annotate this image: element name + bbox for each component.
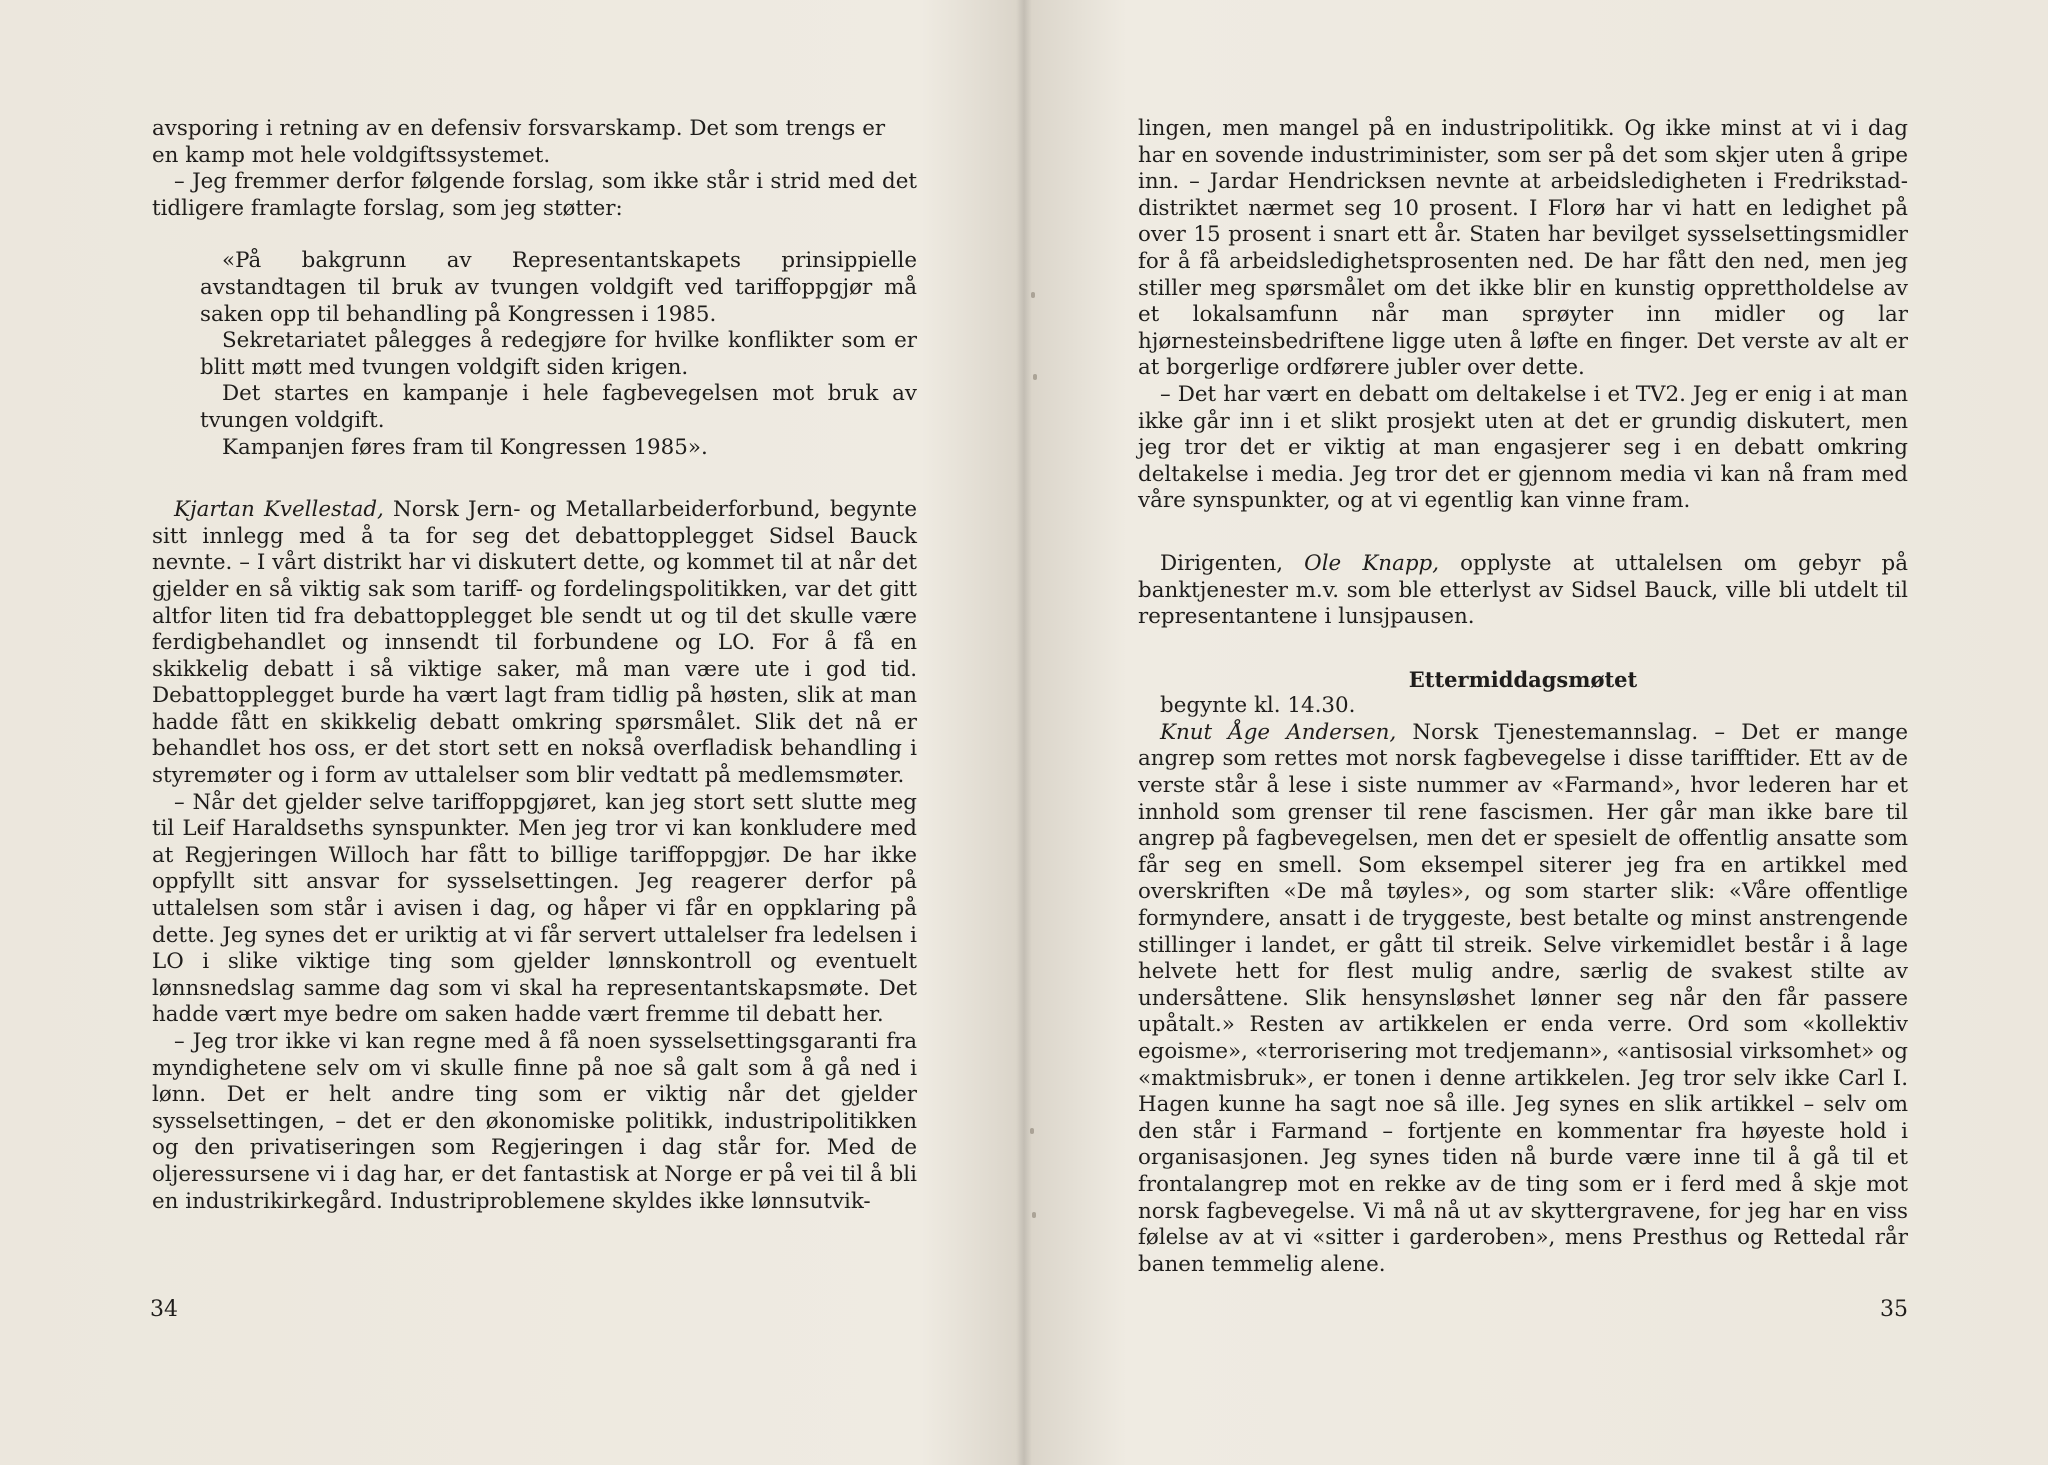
left-paragraph-garanti: – Jeg tror ikke vi kan regne med å få noen sysselsettingsgaranti fra myndighetene selv om vi skulle finne på noe så galt som å gå ned i lønn. Det er helt andre ting som er viktig når det gjelder sysselsettingen, – det er den økonomiske politikk, industripolitikken og den privatiseringen som Regjeringen i dag står for. Med de oljeressursene vi i dag har, er det fantastisk at Norge er på vei til å bli en industrikirkegård. Industriproblemene skyldes ikke lønnsutvik- (152, 1029, 917, 1214)
left-intro-line-2: en kamp mot hele voldgiftssystemet. (152, 142, 551, 168)
left-intro-line-1: avsporing i retning av en defensiv forsvarskamp. Det som trengs er (152, 116, 886, 141)
dirigent-paragraph (1138, 551, 1908, 631)
quote-paragraph-4: Kampanjen føres fram til Kongressen 1985». (222, 434, 708, 460)
paper-speck (1031, 292, 1035, 298)
book-gutter (1016, 0, 1032, 1465)
quote-paragraph-1: «På bakgrunn av Representantskapets prinsippielle avstandtagen til bruk av tvungen voldgift ved tariffoppgjør må saken opp til behandling på Kongressen i 1985. (200, 248, 917, 327)
right-speaker-paragraph (1138, 720, 1908, 1278)
left-paragraph-tariff: – Når det gjelder selve tariffoppgjøret, kan jeg stort sett slutte meg til Leif Haraldseths synspunkter. Men jeg tror vi kan konkludere med at Regjeringen Willoch har fått to billige tariffoppgjør. De har ikke oppfyllt sitt ansvar for sysselsettingen. Jeg reagerer derfor på uttalelsen som står i avisen i dag, og håper vi får en oppklaring på dette. Jeg synes det er uriktig at vi får servert uttalelser fra ledelsen i LO i slike viktige ting som gjelder lønnskontroll og eventuelt lønnsnedslag samme dag som vi skal ha representantskapsmøte. Det hadde vært mye bedre om saken hadde vært fremme til debatt her. (152, 789, 917, 1028)
dirigent-text: opplyste at uttalelsen om gebyr på banktjenester m.v. som ble etterlyst av Sidsel Bauck, ville bli utdelt til representantene i lunsjpausen. (1138, 550, 1908, 630)
quote-paragraph-3: Det startes en kampanje i hele fagbevegelsen mot bruk av tvungen voldgift. (200, 381, 917, 433)
right-paragraph-cont: lingen, men mangel på en industripolitikk. Og ikke minst at vi i dag har en sovende industriminister, som ser på det som skjer uten å gripe inn. – Jardar Hendricksen nevnte at arbeidsledigheten i Fredrikstad-distriktet nærmet seg 10 prosent. I Florø har vi hatt en ledighet på over 15 prosent i snart ett år. Staten har bevilget sysselsettingsmidler for å få arbeidsledighetsprosenten ned. De har fått den ned, men jeg stiller meg spørsmålet om det ikke blir en kunstig opprettholdelse av et lokalsamfunn når man sprøyter inn midler og lar hjørnesteinsbedriftene ligge uten å løfte en finger. Det verste av alt er at borgerlige ordførere jubler over dette. (1138, 116, 1908, 381)
speaker-text: Norsk Jern- og Metallarbeiderforbund, begynte sitt innlegg med å ta for seg det debattopplegget Sidsel Bauck nevnte. – I vårt distrikt har vi diskutert dette, og kommet til at når det gjelder en så viktig sak som tariff- og fordelingspolitikken, var det gitt altfor liten tid fra debattopplegget ble sendt ut og til det skulle være ferdigbehandlet og innsendt til forbundene og LO. For å få en skikkelig debatt i så viktige saker, må man være ute i god tid. Debattopplegget burde ha vært lagt fram tidlig på høsten, slik at man hadde fått en skikkelig debatt omkring spørsmålet. Slik det nå er behandlet hos oss, er det stort sett en nokså overfladisk behandling i styremøter og i form av uttalelser som blir vedtatt på medlemsmøter. (152, 497, 917, 789)
speaker-text: Norsk Tjenestemannslag. – Det er mange angrep som rettes mot norsk fagbevegelse i disse tarifftider. Ett av de verste står å lese i siste nummer av «Farmand», hvor lederen har et innhold som grenser til rene fascismen. Her går man ikke bare til angrep på fagbevegelsen, men det er spesielt de offentlig ansatte som får seg en smell. Som eksempel siterer jeg fra en artikkel med overskriften «De må tøyles», og som starter slik: «Våre offentlige formyndere, ansatt i de tryggeste, best betalte og minst anstrengende stillinger i landet, er gått til streik. Selve virkemidlet består i å lage helvete hett for flest mulig andre, særlig de svakest stilte av undersåttene. Slik hensynsløshet lønner seg når den får passere upåtalt.» Resten av artikkelen er enda verre. Ord som «kollektiv egoisme», «terrorisering mot tredjemann», «antisosial virksomhet» og «maktmisbruk», er tonen i denne artikkelen. Jeg tror selv ikke Carl I. Hagen kunne ha sagt noe så ille. Jeg synes en slik artikkel – selv om den står i Farmand – fortjente en kommentar fra høyeste hold i organisasjonen. Jeg synes tiden nå burde være inne til å gå til et frontalangrep mot en rekke av de ting som er i ferd med å skje mot norsk fagbevegelse. Vi må nå ut av skyttergravene, for jeg har en viss følelse av at vi «sitter i garderoben», mens Presthus og Rettedal rår banen temmelig alene. (1138, 719, 1908, 1277)
section-heading: Ettermiddagsmøtet (1408, 666, 1638, 692)
right-page (1138, 116, 1908, 1278)
dirigent-prefix: Dirigenten, (1160, 550, 1305, 576)
speaker-name: Knut Åge Andersen, (1160, 719, 1397, 745)
spacer (152, 461, 917, 497)
left-speaker-paragraph (152, 497, 917, 790)
page-number-left: 34 (150, 1297, 178, 1322)
paper-speck (1033, 374, 1037, 380)
spacer (1138, 631, 1908, 667)
quote-paragraph-2: Sekretariatet pålegges å redegjøre for hvilke konflikter som er blitt møtt med tvungen voldgift siden krigen. (200, 328, 917, 380)
speaker-name: Kjartan Kvellestad, (174, 497, 384, 523)
spacer (1138, 515, 1908, 551)
spacer (152, 222, 917, 248)
page-number-right: 35 (1880, 1297, 1908, 1322)
session-start-line: begynte kl. 14.30. (1160, 693, 1356, 719)
dirigent-name: Ole Knapp, (1304, 550, 1440, 576)
right-paragraph-tv2: – Det har vært en debatt om deltakelse i et TV2. Jeg er enig i at man ikke går inn i et slikt prosjekt uten at det er grundig diskutert, men jeg tror det er viktig at man engasjerer seg i en debatt omkring deltakelse i media. Jeg tror det er gjennom media vi kan nå fram med våre synspunkter, og at vi egentlig kan vinne fram. (1138, 381, 1908, 514)
paper-speck (1032, 1212, 1036, 1218)
left-paragraph-forslag: – Jeg fremmer derfor følgende forslag, som ikke står i strid med det tidligere framlagte forslag, som jeg støtter: (152, 169, 917, 221)
paper-speck (1030, 1128, 1034, 1134)
left-page (152, 116, 917, 1215)
